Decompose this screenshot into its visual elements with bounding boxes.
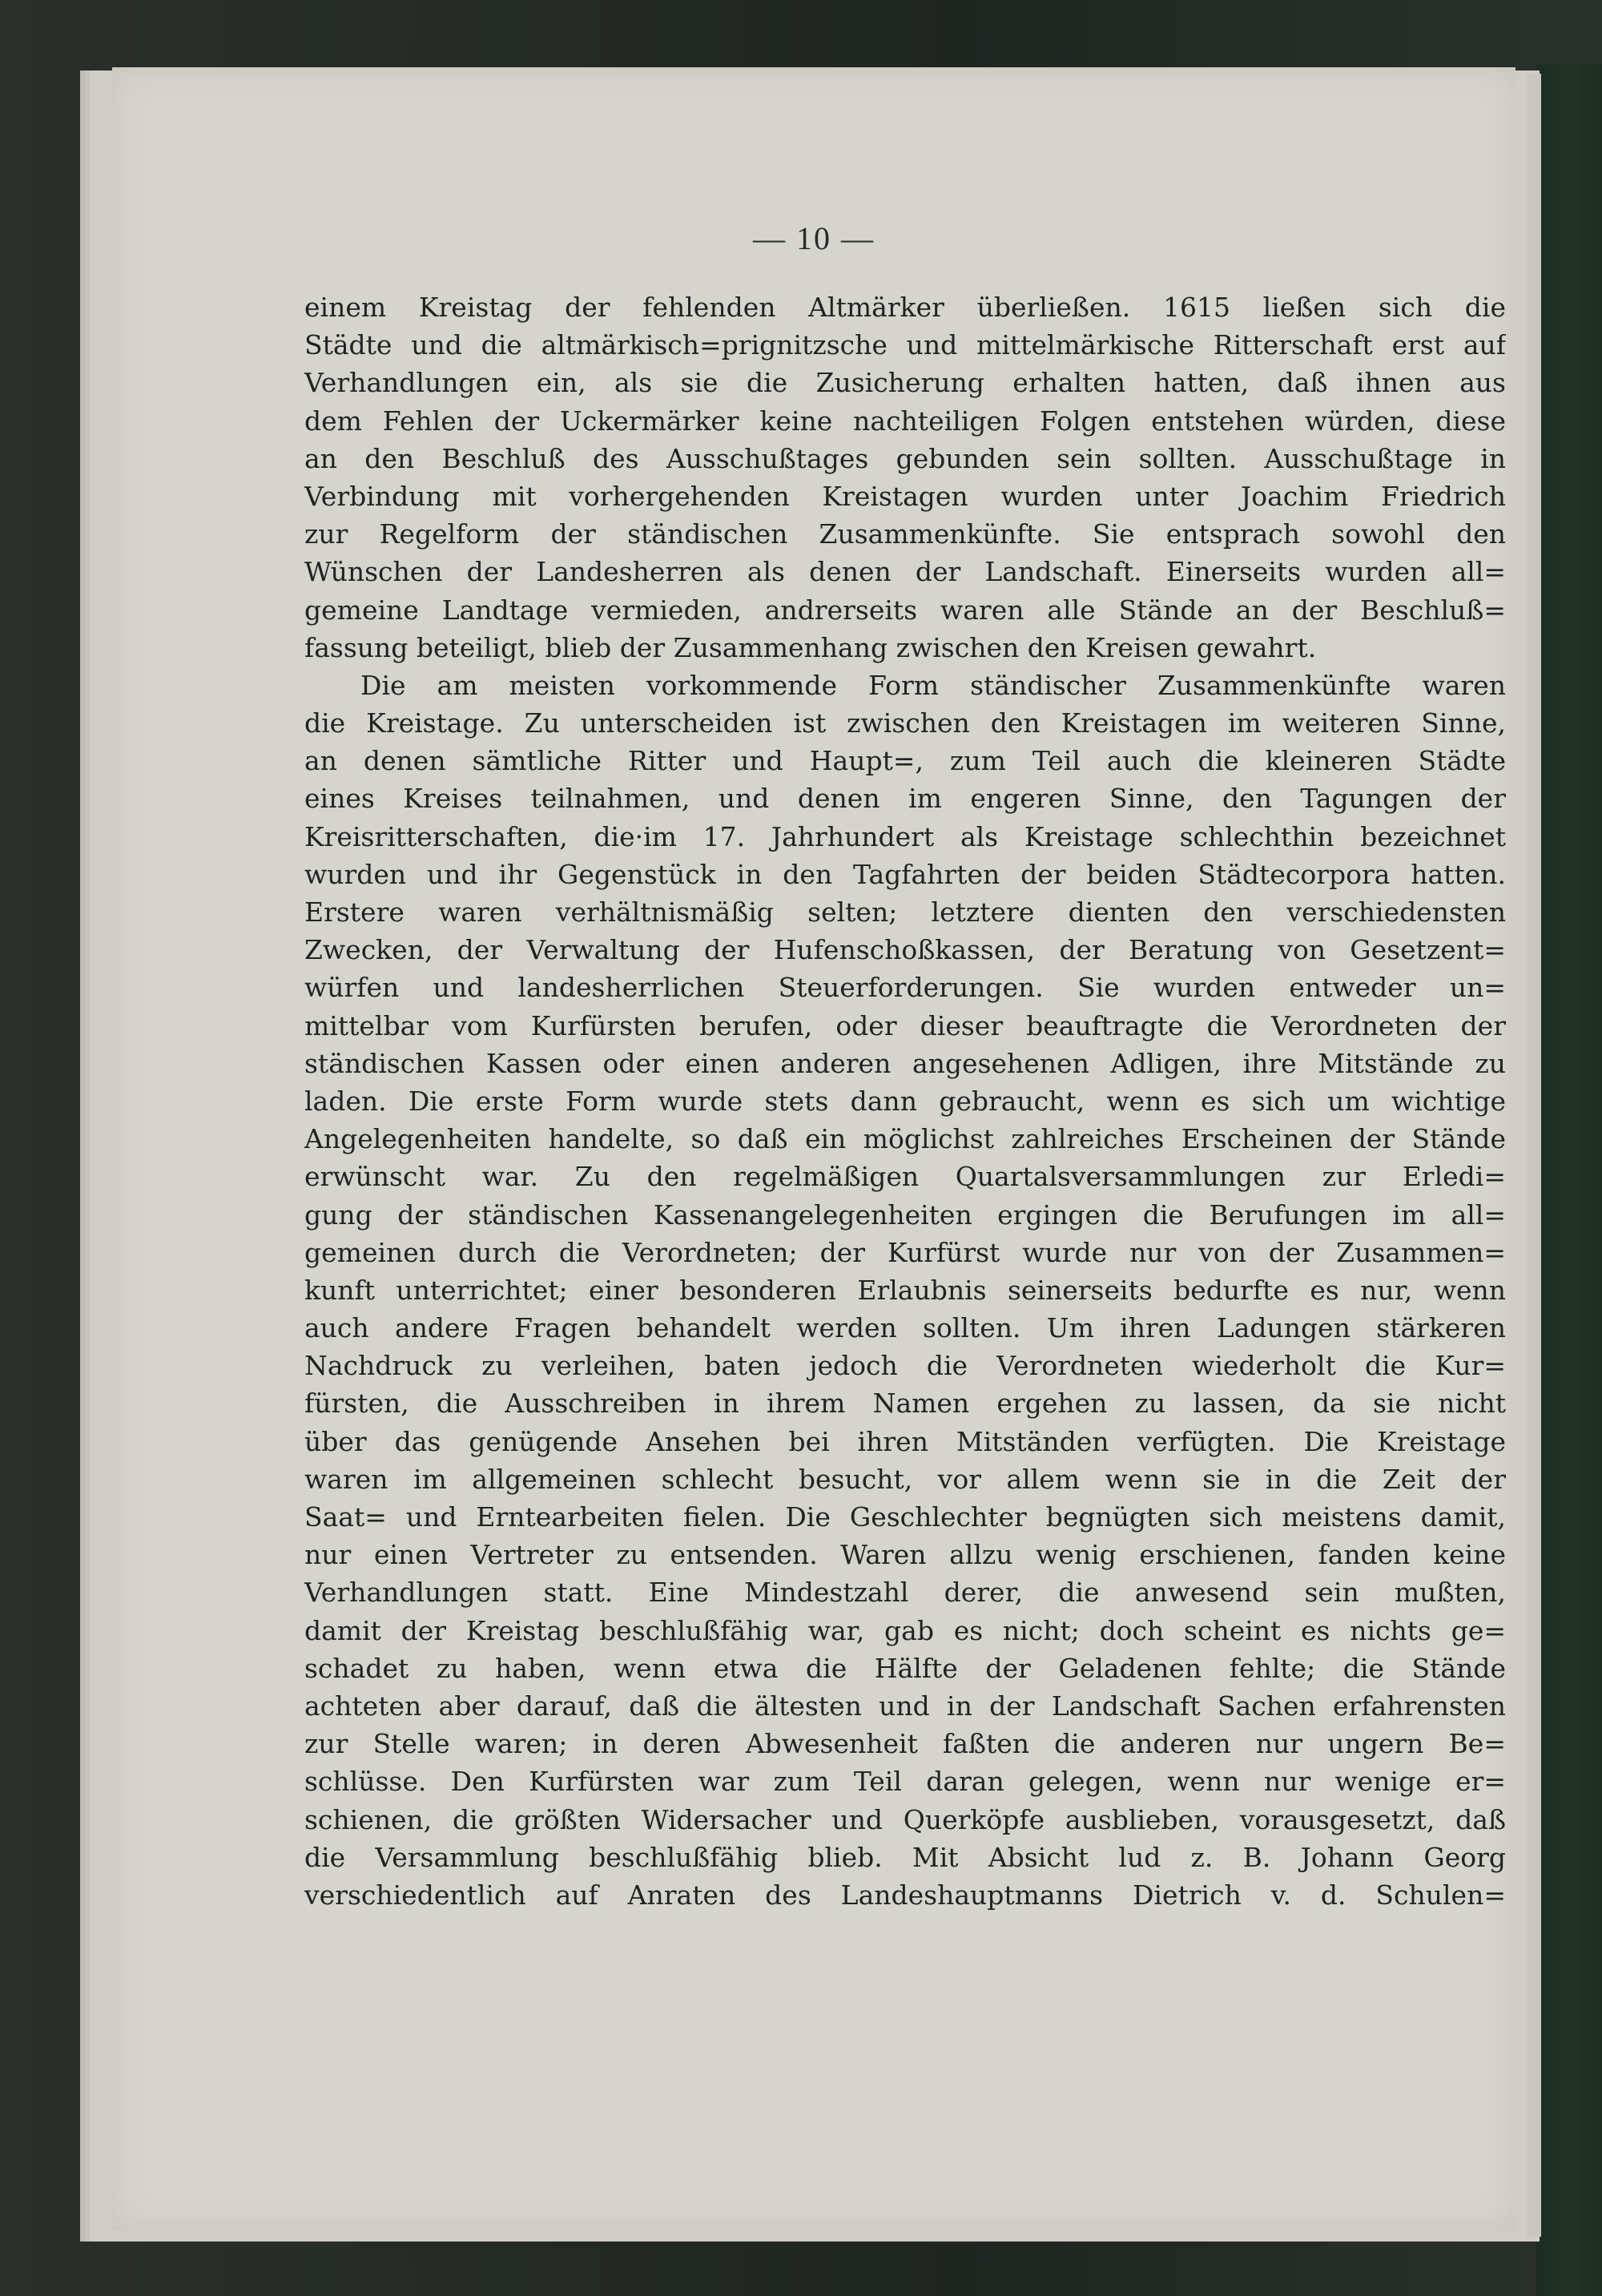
- text-line: damit der Kreistag beschlußfähig war, gab es nicht; doch scheint es nichts ge=: [304, 1614, 1506, 1646]
- text-line: kunft unterrichtet; einer besonderen Erlaubnis seinerseits bedurfte es nur, wenn: [304, 1274, 1506, 1306]
- text-line: achteten aber darauf, daß die ältesten und in der Landschaft Sachen erfahrensten: [304, 1690, 1506, 1722]
- text-line: fürsten, die Ausschreiben in ihrem Namen ergehen zu lassen, da sie nicht: [304, 1388, 1506, 1420]
- text-line: einem Kreistag der fehlenden Altmärker überließen. 1615 ließen sich die: [304, 292, 1506, 323]
- body-text: [304, 288, 1506, 1914]
- text-line: schienen, die größten Widersacher und Querköpfe ausblieben, vorausgesetzt, daß: [304, 1803, 1506, 1835]
- book-cover-edge: [1536, 64, 1602, 2296]
- text-line: Erstere waren verhältnismäßig selten; letztere dienten den verschiedensten: [304, 896, 1506, 928]
- text-line: Verhandlungen ein, als sie die Zusicherung erhalten hatten, daß ihnen aus: [304, 367, 1506, 399]
- text-line: gemeinen durch die Verordneten; der Kurfürst wurde nur von der Zusammen=: [304, 1236, 1506, 1268]
- text-line: Verhandlungen statt. Eine Mindestzahl derer, die anwesend sein mußten,: [304, 1577, 1506, 1609]
- text-line: an denen sämtliche Ritter und Haupt=, zum Teil auch die kleineren Städte: [304, 745, 1506, 777]
- text-line: Die am meisten vorkommende Form ständischer Zusammenkünfte waren: [360, 669, 1506, 701]
- text-line: zur Regelform der ständischen Zusammenkünfte. Sie entsprach sowohl den: [304, 518, 1506, 550]
- text-line: ständischen Kassen oder einen anderen angesehenen Adligen, ihre Mitstände zu: [304, 1047, 1506, 1079]
- text-line: verschiedentlich auf Anraten des Landeshauptmanns Dietrich v. d. Schulen=: [304, 1879, 1506, 1911]
- text-line: gemeine Landtage vermieden, andrerseits waren alle Stände an der Beschluß=: [304, 594, 1506, 626]
- text-line: schadet zu haben, wenn etwa die Hälfte der Geladenen fehlte; die Stände: [304, 1652, 1506, 1684]
- book-page: [112, 67, 1515, 2230]
- text-line: die Versammlung beschlußfähig blieb. Mit Absicht lud z. B. Johann Georg: [304, 1841, 1506, 1873]
- page-number: — 10 —: [753, 220, 875, 256]
- text-line: schlüsse. Den Kurfürsten war zum Teil daran gelegen, wenn nur wenige er=: [304, 1766, 1506, 1798]
- text-line: Verbindung mit vorhergehenden Kreistagen wurden unter Joachim Friedrich: [304, 480, 1506, 512]
- text-line: zur Stelle waren; in deren Abwesenheit faßten die anderen nur ungern Be=: [304, 1728, 1506, 1760]
- text-line: nur einen Vertreter zu entsenden. Waren allzu wenig erschienen, fanden keine: [304, 1539, 1506, 1571]
- text-line: Nachdruck zu verleihen, baten jedoch die Verordneten wiederholt die Kur=: [304, 1350, 1506, 1382]
- text-line: waren im allgemeinen schlecht besucht, vor allem wenn sie in die Zeit der: [304, 1463, 1506, 1495]
- text-line: Kreisritterschaften, die·im 17. Jahrhundert als Kreistage schlechthin bezeichnet: [304, 820, 1506, 852]
- text-line: wurden und ihr Gegenstück in den Tagfahrten der beiden Städtecorpora hatten.: [304, 858, 1506, 890]
- text-line: Zwecken, der Verwaltung der Hufenschoßkassen, der Beratung von Gesetzent=: [304, 934, 1506, 966]
- text-line: laden. Die erste Form wurde stets dann gebraucht, wenn es sich um wichtige: [304, 1085, 1506, 1117]
- text-line: Saat= und Erntearbeiten fielen. Die Geschlechter begnügten sich meistens damit,: [304, 1501, 1506, 1533]
- text-line: würfen und landesherrlichen Steuerforderungen. Sie wurden entweder un=: [304, 972, 1506, 1004]
- text-line: erwünscht war. Zu den regelmäßigen Quartalsversammlungen zur Erledi=: [304, 1161, 1506, 1193]
- text-line: Städte und die altmärkisch=prignitzsche und mittelmärkische Ritterschaft erst auf: [304, 329, 1506, 361]
- adjacent-page-edge: [1527, 74, 1541, 2237]
- text-line: über das genügende Ansehen bei ihren Mitständen verfügten. Die Kreistage: [304, 1425, 1506, 1457]
- text-line: Angelegenheiten handelte, so daß ein möglichst zahlreiches Erscheinen der Stände: [304, 1123, 1506, 1155]
- text-line: an den Beschluß des Ausschußtages gebunden sein sollten. Ausschußtage in: [304, 442, 1506, 474]
- text-line: auch andere Fragen behandelt werden sollten. Um ihren Ladungen stärkeren: [304, 1312, 1506, 1344]
- text-line: dem Fehlen der Uckermärker keine nachteiligen Folgen entstehen würden, diese: [304, 405, 1506, 437]
- text-line: fassung beteiligt, blieb der Zusammenhang zwischen den Kreisen gewahrt.: [304, 631, 1317, 663]
- text-line: gung der ständischen Kassenangelegenheiten ergingen die Berufungen im all=: [304, 1198, 1506, 1231]
- text-line: Wünschen der Landesherren als denen der Landschaft. Einerseits wurden all=: [304, 556, 1506, 588]
- text-line: eines Kreises teilnahmen, und denen im engeren Sinne, den Tagungen der: [304, 783, 1506, 815]
- text-line: mittelbar vom Kurfürsten berufen, oder dieser beauftragte die Verordneten der: [304, 1009, 1506, 1041]
- text-line: die Kreistage. Zu unterscheiden ist zwischen den Kreistagen im weiteren Sinne,: [304, 707, 1506, 739]
